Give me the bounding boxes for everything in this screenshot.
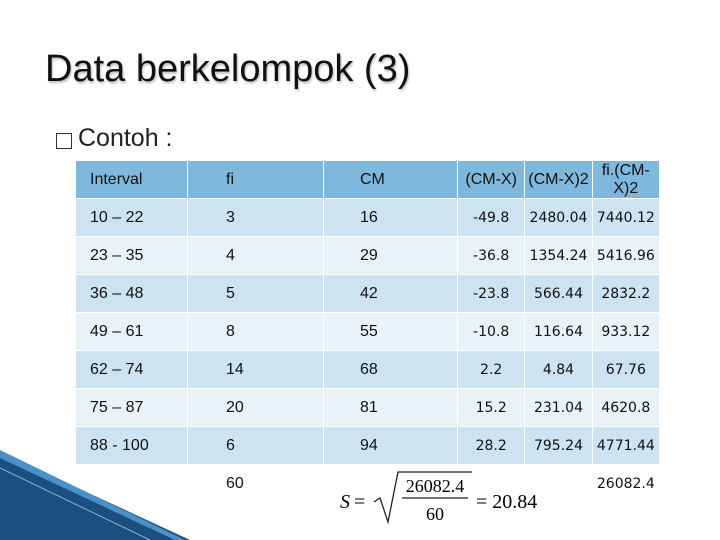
std-dev-formula (336, 470, 556, 530)
cell-interval: 75 – 87 (76, 389, 188, 427)
corner-decoration (0, 450, 190, 540)
cell-deviation-squared: 231.04 (525, 389, 592, 427)
cell-product: 7440.12 (592, 199, 659, 237)
cell-deviation: 15.2 (458, 389, 525, 427)
cell-deviation-squared: 116.64 (525, 313, 592, 351)
table-row (76, 313, 660, 351)
formula-result: = 20.84 (476, 491, 538, 513)
cell-product: 4771.44 (592, 427, 659, 465)
table-row (76, 275, 660, 313)
cell-interval: 23 – 35 (76, 237, 188, 275)
cell-deviation: -10.8 (458, 313, 525, 351)
cell-fi: 3 (188, 199, 324, 237)
cell-interval: 62 – 74 (76, 351, 188, 389)
cell-cm: 42 (324, 275, 458, 313)
bullet-label: Contoh : (78, 124, 173, 152)
cell-deviation-squared: 566.44 (525, 275, 592, 313)
cell-deviation: 2.2 (458, 351, 525, 389)
cell-interval: 49 – 61 (76, 313, 188, 351)
slide-title: Data berkelompok (3) (45, 48, 411, 90)
formula-equals: = (354, 491, 366, 513)
square-bullet-icon (56, 133, 72, 149)
cell-fi: 20 (188, 389, 324, 427)
cell-fi: 14 (188, 351, 324, 389)
cell-deviation: -49.8 (458, 199, 525, 237)
cell-fi: 5 (188, 275, 324, 313)
cell-deviation-squared: 4.84 (525, 351, 592, 389)
cell-deviation: -36.8 (458, 237, 525, 275)
cell-product: 4620.8 (592, 389, 659, 427)
formula-numerator: 26082.4 (405, 476, 465, 496)
cell-fi: 6 (188, 427, 324, 465)
formula-denominator: 60 (426, 504, 444, 524)
cell-fi: 4 (188, 237, 324, 275)
table-row (76, 199, 660, 237)
header-cm: CM (324, 161, 458, 199)
header-fi-deviation-squared: fi.(CM-X)2 (592, 161, 659, 199)
cell-fi: 8 (188, 313, 324, 351)
cell-interval: 10 – 22 (76, 199, 188, 237)
table-row (76, 389, 660, 427)
total-product: 26082.4 (592, 465, 659, 503)
cell-product: 67.76 (592, 351, 659, 389)
cell-product: 5416.96 (592, 237, 659, 275)
header-deviation-squared: (CM-X)2 (525, 161, 592, 199)
cell-deviation-squared: 795.24 (525, 427, 592, 465)
table-header-row (76, 161, 660, 199)
cell-cm: 81 (324, 389, 458, 427)
header-fi: fi (188, 161, 324, 199)
cell-deviation-squared: 2480.04 (525, 199, 592, 237)
bullet-contoh (56, 124, 173, 153)
cell-deviation-squared: 1354.24 (525, 237, 592, 275)
header-interval: Interval (76, 161, 188, 199)
formula-lhs: S (340, 491, 350, 513)
cell-product: 2832.2 (592, 275, 659, 313)
cell-cm: 29 (324, 237, 458, 275)
cell-deviation: -23.8 (458, 275, 525, 313)
total-fi: 60 (188, 465, 324, 503)
cell-cm: 68 (324, 351, 458, 389)
cell-interval: 36 – 48 (76, 275, 188, 313)
cell-cm: 55 (324, 313, 458, 351)
cell-cm: 94 (324, 427, 458, 465)
cell-cm: 16 (324, 199, 458, 237)
header-deviation: (CM-X) (458, 161, 525, 199)
table-row (76, 351, 660, 389)
cell-deviation: 28.2 (458, 427, 525, 465)
cell-interval: 88 - 100 (76, 427, 188, 465)
cell-product: 933.12 (592, 313, 659, 351)
table-row (76, 237, 660, 275)
